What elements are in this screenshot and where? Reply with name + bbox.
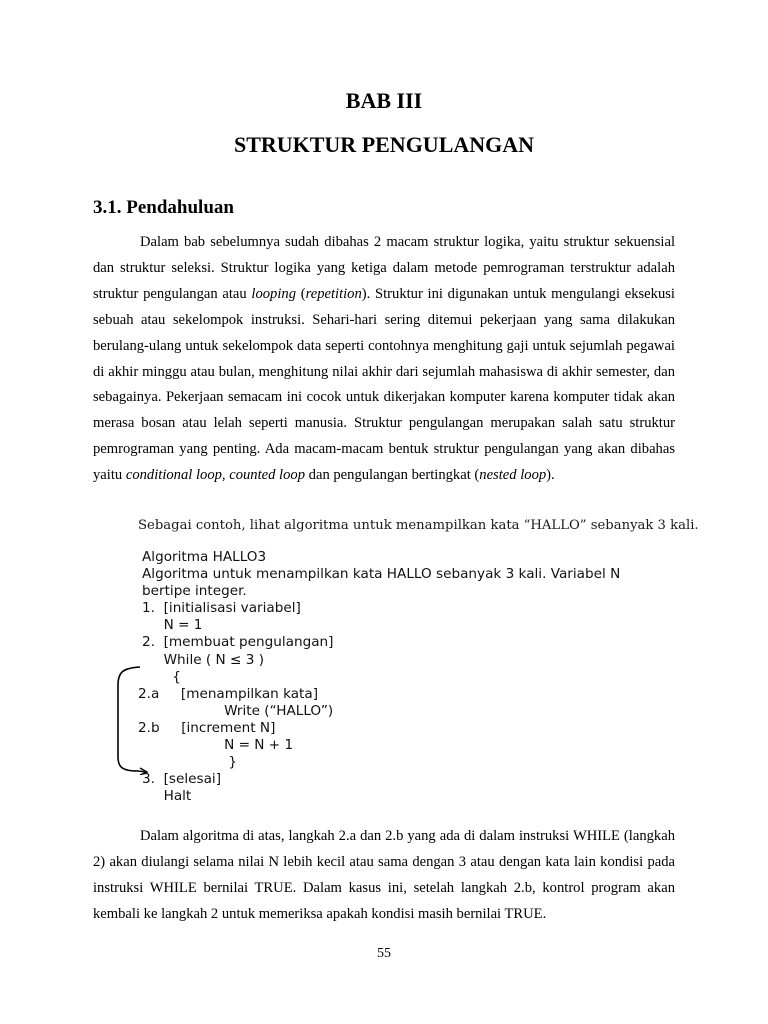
algorithm-line: { <box>142 668 181 685</box>
intro-paragraph <box>93 230 675 489</box>
algorithm-line: 2.a [menampilkan kata] <box>138 685 319 702</box>
algorithm-line: 3. [selesai] <box>142 771 221 788</box>
algorithm-line: N = N + 1 <box>142 737 294 754</box>
intro-text-4: ). <box>546 467 555 484</box>
term-looping: looping <box>251 285 296 302</box>
term-nested-loop: nested loop <box>479 467 547 484</box>
intro-paren-open: ( <box>296 285 306 302</box>
page-number: 55 <box>377 946 391 961</box>
term-repetition: repetition <box>305 285 362 302</box>
algorithm-line: Halt <box>142 788 192 805</box>
algorithm-line: Algoritma untuk menampilkan kata HALLO sebanyak 3 kali. Variabel N <box>142 566 621 583</box>
algorithm-line: } <box>142 754 238 771</box>
algorithm-line: Write (“HALLO”) <box>142 702 334 719</box>
section-heading: 3.1. Pendahuluan <box>93 197 234 218</box>
explanation-text: Dalam algoritma di atas, langkah 2.a dan 2.b yang ada di dalam instruksi WHILE (langkah 2) akan diulangi selama nilai N lebih kecil atau sama dengan 3 atau dengan kata lain kondisi pada instruksi WHILE bernilai TRUE. Dalam kasus ini, setelah langkah 2.b, kontrol program akan kembali ke langkah 2 untuk memeriksa apakah kondisi masih bernilai TRUE. <box>93 828 675 922</box>
algorithm-line: Algoritma HALLO3 <box>142 549 267 565</box>
intro-text-2: ). Struktur ini digunakan untuk mengulangi eksekusi sebuah atau sekelompok instruksi. Sehari-hari sering ditemui pekerjaan yang sama dilakukan berulang-ulang untuk sekelompok data seperti contohnya menghitung gaji untuk sejumlah pegawai di akhir minggu atau bulan, menghitung nilai akhir dari sejumlah mahasiswa di akhir semester, dan sebagainya. Pekerjaan semacam ini cocok untuk dikerjakan komputer karena komputer tidak akan merasa bosan atau lelah seperti manusia. Struktur pengulangan merupakan salah satu struktur pemrograman yang penting. Ada macam-macam bentuk struktur pengulangan yang akan dibahas yaitu <box>93 285 675 484</box>
loop-bracket-icon <box>112 665 152 775</box>
example-intro: Sebagai contoh, lihat algoritma untuk menampilkan kata “HALLO” sebanyak 3 kali. <box>138 518 699 533</box>
algorithm-line: 2. [membuat pengulangan] <box>142 634 334 651</box>
term-conditional-counted: conditional loop, counted loop <box>125 467 306 484</box>
algorithm-line: N = 1 <box>142 617 203 634</box>
algorithm-line: While ( N ≤ 3 ) <box>142 651 264 668</box>
algorithm-line: 1. [initialisasi variabel] <box>142 600 301 617</box>
explanation-paragraph <box>93 824 675 928</box>
intro-text-1: Dalam bab sebelumnya sudah dibahas 2 macam struktur logika, yaitu struktur sekuensial dan struktur seleksi. Struktur logika yang ketiga dalam metode pemrograman terstruktur adalah struktur pengulangan atau <box>93 234 675 302</box>
algorithm-block <box>138 549 687 805</box>
chapter-number: BAB III <box>345 88 423 113</box>
algorithm-line: bertipe integer. <box>142 583 247 600</box>
chapter-title: STRUKTUR PENGULANGAN <box>233 132 535 157</box>
intro-text-3: dan pengulangan bertingkat ( <box>305 467 480 484</box>
algorithm-line: 2.b [increment N] <box>138 719 276 736</box>
